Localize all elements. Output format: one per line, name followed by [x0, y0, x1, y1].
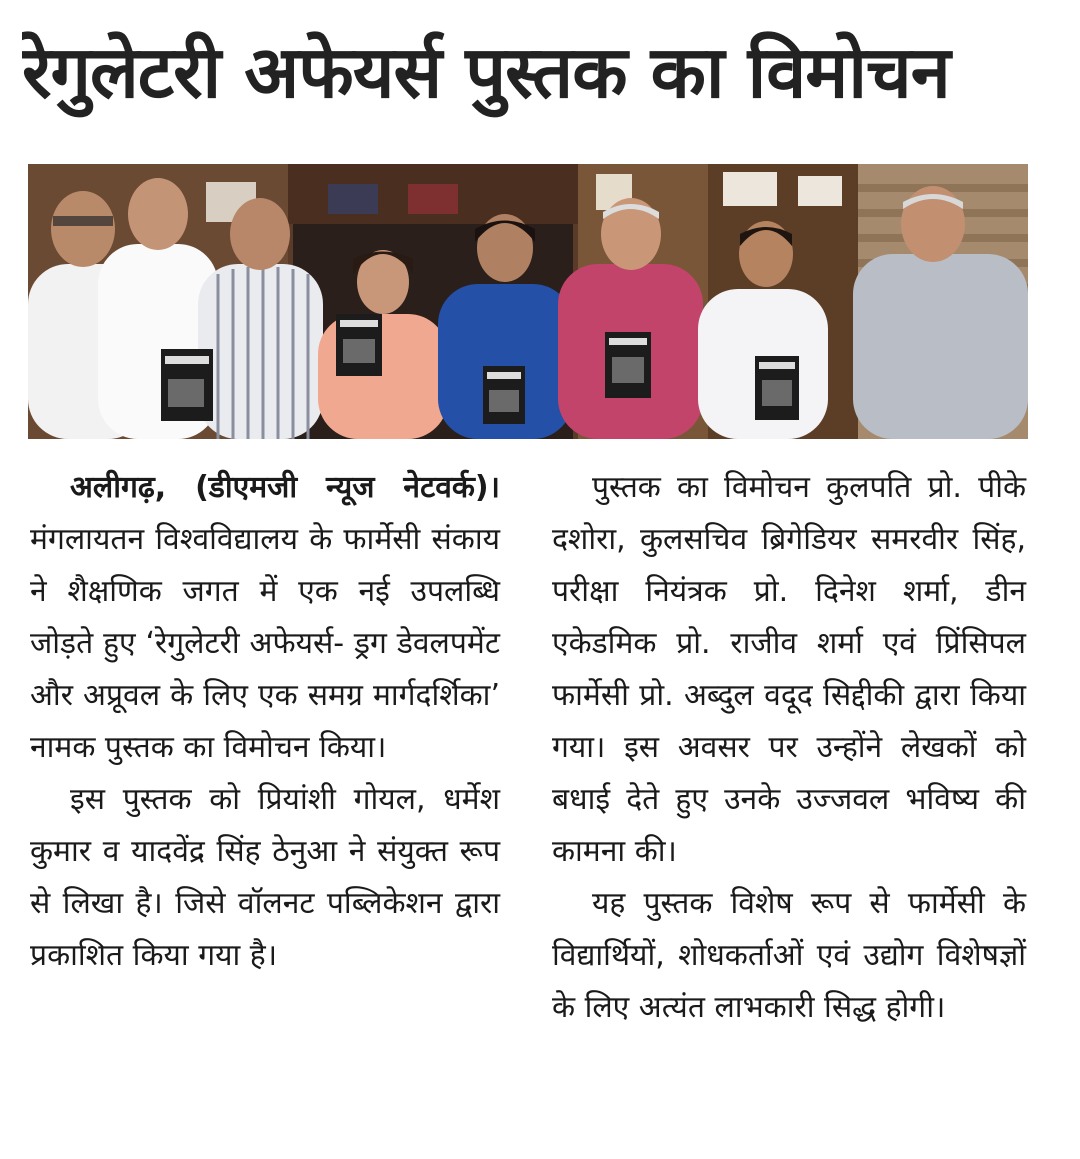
article-paragraph: पुस्तक का विमोचन कुलपति प्रो. पीके दशोरा, कुलसचिव ब्रिगेडियर समरवीर सिंह, परीक्षा नियंत्रक प्रो. दिनेश शर्मा, डीन एकेडमिक प्रो. राजीव शर्मा एवं प्रिंसिपल फार्मेसी प्रो. अब्दुल वदूद सिद्दीकी द्वारा किया गया। इस अवसर पर उन्होंने लेखकों को बधाई देते हुए उनके उज्जवल भविष्य की कामना की। [552, 470, 1026, 869]
book-5 [755, 356, 799, 420]
group-photo [28, 164, 1028, 439]
book-3 [483, 366, 525, 424]
article-paragraph [30, 462, 500, 774]
book-4 [605, 332, 651, 398]
headline: रेगुलेटरी अफेयर्स पुस्तक का विमोचन [22, 30, 950, 114]
article-paragraph: इस पुस्तक को प्रियांशी गोयल, धर्मेश कुमार व यादवेंद्र सिंह ठेनुआ ने संयुक्त रूप से लिखा है। जिसे वॉलनट पब्लिकेशन द्वारा प्रकाशित किया गया है। [30, 782, 500, 973]
dateline: अलीगढ़, (डीएमजी न्यूज नेटवर्क)। [70, 470, 500, 505]
book-2 [336, 314, 382, 376]
article-left-column [30, 462, 500, 982]
article-paragraph: यह पुस्तक विशेष रूप से फार्मेसी के विद्यार्थियों, शोधकर्ताओं एवं उद्योग विशेषज्ञों के लिए अत्यंत लाभकारी सिद्ध होगी। [552, 886, 1026, 1025]
book-1 [161, 349, 213, 421]
paragraph-text: मंगलायतन विश्वविद्यालय के फार्मेसी संकाय ने शैक्षणिक जगत में एक नई उपलब्धि जोड़ते हुए ‘रेगुलेटरी अफेयर्स- ड्रग डेवलपमेंट और अप्रूवल के लिए एक समग्र मार्गदर्शिका’ नामक पुस्तक का विमोचन किया। [30, 522, 500, 765]
article-right-column [552, 462, 1026, 1034]
